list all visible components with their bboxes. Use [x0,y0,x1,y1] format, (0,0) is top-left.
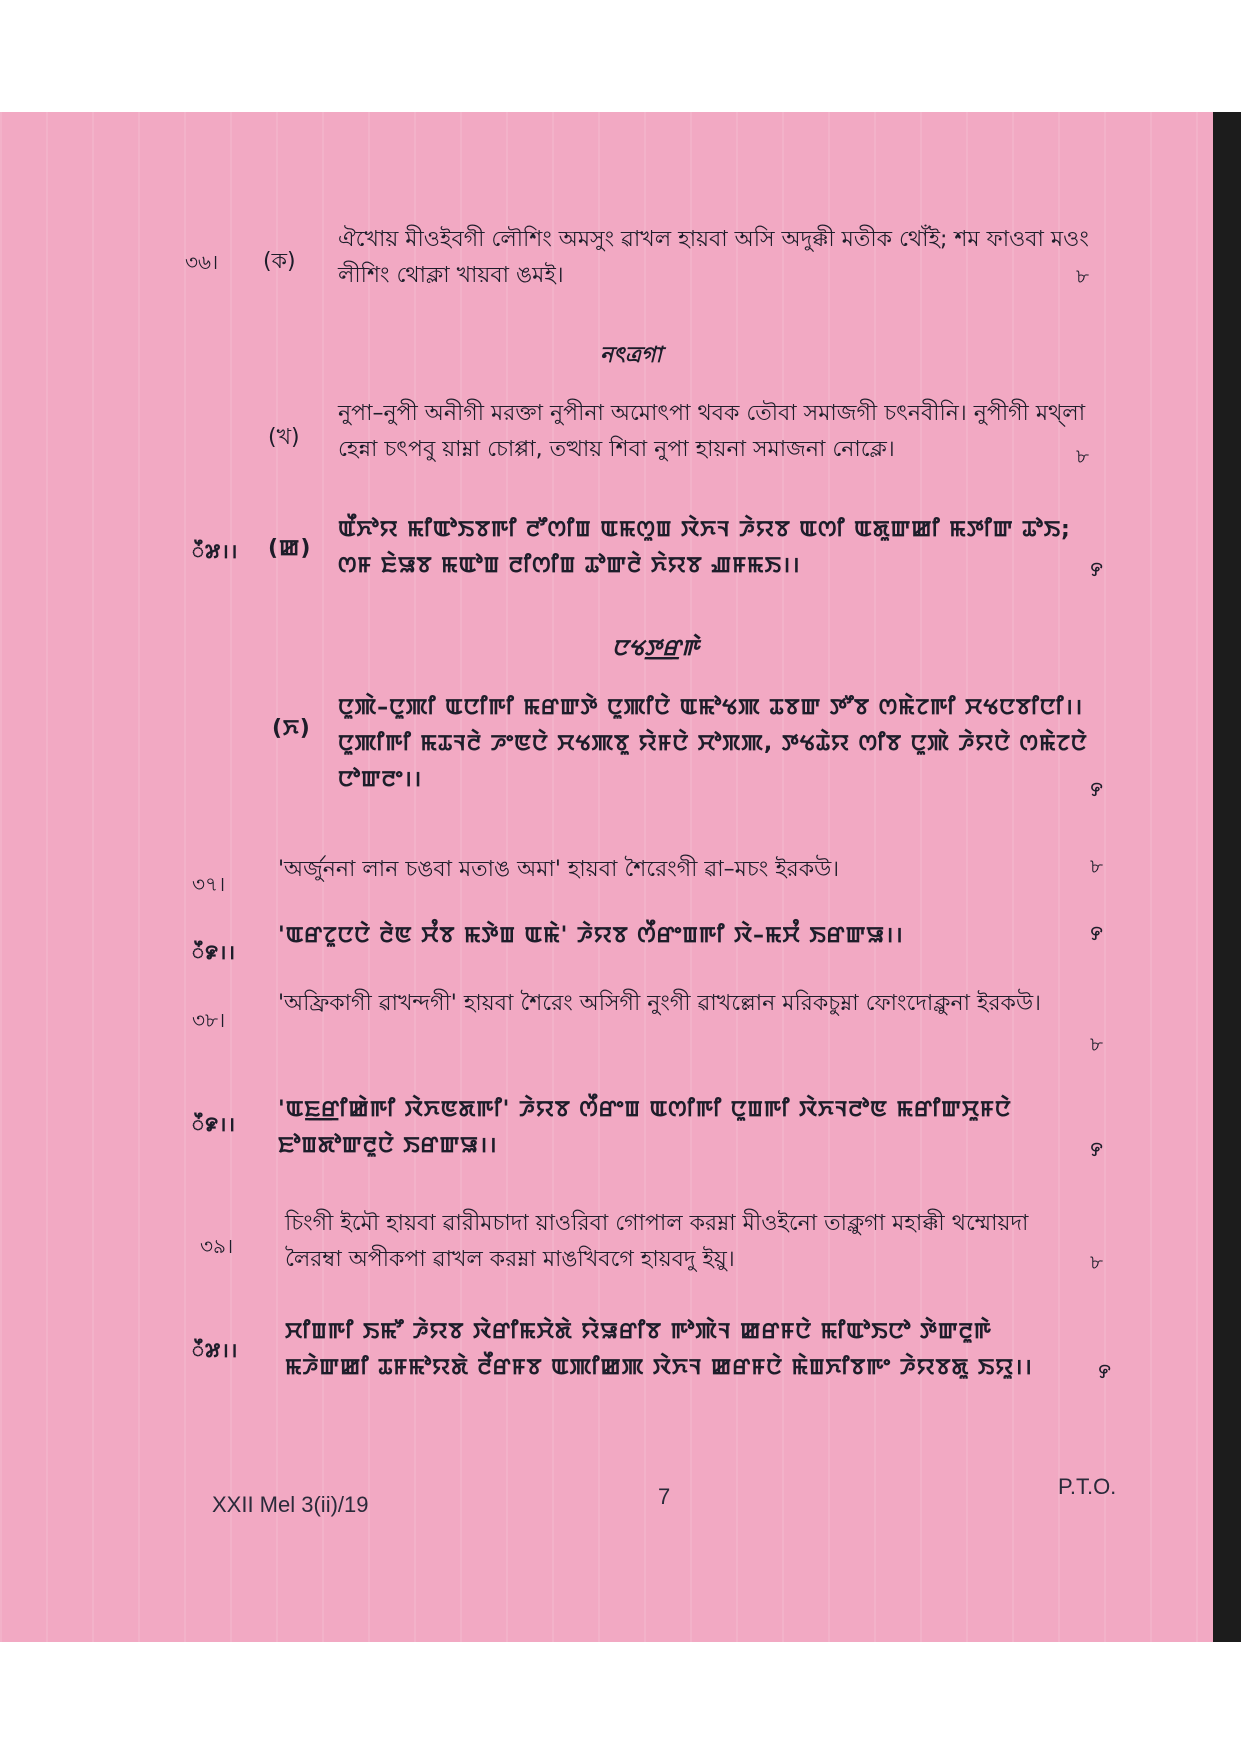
question-number: ꯩ꯹।। [192,940,237,964]
sub-question-label: (ꯀ) [268,536,312,561]
question-text: 'ꯑꯐ꯭ꯔꯤꯀꯥꯒꯤ ꯋꯥꯈꯟꯗꯒꯤ' ꯍꯥꯌꯕ ꯁꯩꯔꯦꯡ ꯑꯁꯤꯒꯤ ꯅꯨꯡꯒꯤ ꯋꯥꯈꯜꯂꯣꯟ ꯃꯔꯤꯛꯆꯨꯝꯅꯥ ꯐꯣꯡꯗꯣꯛꯂꯨꯅꯥ ꯏꯔꯛꯎ।। [278,1097,1012,1158]
question-text: নুপা–নুপী অনীগী মরক্তা নুপীনা অমোৎপা থবক তৌবা সমাজগী চৎনবীনি। নুপীগী মথ্লা হেন্না চৎপবু য়াম্না চোপ্পা, তত্থায় শিবা নুপা হায়না সমাজনা নোক্লে। [338,401,1086,462]
question-number: ৩৭। [192,872,226,896]
marks: ৮ [1076,444,1089,468]
question-text: ꯑꯩꯈꯣꯌ ꯃꯤꯑꯣꯏꯕꯒꯤ ꯂꯧꯁꯤꯡ ꯑꯃꯁꯨꯡ ꯋꯥꯈꯜ ꯍꯥꯌꯕ ꯑꯁꯤ ꯑꯗꯨꯛꯀꯤ ꯃꯇꯤꯛ ꯊꯣꯏ; ꯁꯝ ꯐꯥꯎꯕ ꯃꯑꯣꯡ ꯂꯤꯁꯤꯡ ꯊꯣꯛꯂꯥ ꯈꯥꯌꯕ ꯉꯝꯃꯏ।। [338,517,1071,578]
marks: ꯸ [1098,1359,1111,1383]
question-number: ৩৯। [200,1234,234,1258]
question-text: ꯆꯤꯡꯒꯤ ꯏꯃꯧ ꯍꯥꯌꯕ ꯋꯥꯔꯤꯃꯆꯥꯗꯥ ꯌꯥꯎꯔꯤꯕ ꯒꯣꯄꯥꯜ ꯀꯔꯝꯅꯥ ꯃꯤꯑꯣꯏꯅꯣ ꯇꯥꯛꯂꯨꯒꯥ ꯃꯍꯥꯛꯀꯤ ꯊꯝꯃꯣꯌꯗꯥ ꯂꯩꯔꯝꯕ ꯑꯄꯤꯀꯄ ꯋꯥꯈꯜ ꯀꯔꯝꯅꯥ ꯃꯥꯡꯈꯤꯕꯒꯦ ꯍꯥꯌꯕꯗꯨ ꯏꯌꯨ।। [285,1319,1033,1380]
sub-question-label: (ꯈ) [272,716,311,741]
section-heading: নৎত্রগা [600,343,662,368]
marks: ꯸ [1090,1137,1103,1161]
question-number: ৩৬। [185,250,219,274]
marks: ৮ [1090,1032,1103,1056]
page-number: 7 [658,1484,671,1509]
section-heading: ꯅꯠꯇ꯭ꯔꯒꯥ [612,636,700,661]
question-text: ঐখোয় মীওইবগী লৌশিং অমসুং ৱাখল হায়বা অসি অদুক্কী মতীক থোঁই; শম ফাওবা মওং লীশিং থোক্লা খায়বা ঙমই। [338,227,1089,288]
question-text: 'অর্জুননা লান চঙবা মতাঙ অমা' হায়বা শৈরেংগী ৱা–মচং ইরকউ। [278,857,840,882]
question-number: ৩৮। [192,1008,226,1032]
marks: ꯸ [1090,921,1103,945]
question-number: ꯩ꯷।। [192,1338,239,1362]
question-text: 'অফ্রিকাগী ৱাখন্দগী' হায়বা শৈরেং অসিগী নুংগী ৱাখল্লোন মরিকচুম্না ফোংদোক্লুনা ইরকউ। [278,991,1041,1016]
scan-bottom-margin [0,1642,1241,1754]
marks: ꯸ [1090,557,1103,581]
question-text: চিংগী ইমৌ হায়বা ৱারীমচাদা য়াওরিবা গোপাল করম্না মীওইনো তাক্লুগা মহাক্কী থম্মোয়দা লৈরম্বা অপীকপা ৱাখল করম্না মাঙখিবগে হায়বদু ইয়ু। [285,1211,1029,1272]
marks: ৮ [1090,854,1103,878]
marks: ৮ [1076,264,1089,288]
marks: ꯸ [1090,777,1103,801]
question-number: ꯩ꯷।। [192,539,239,563]
paper-code: XXII Mel 3(ii)/19 [212,1492,369,1517]
marks: ৮ [1090,1250,1103,1274]
sub-question-label: (ক) [263,249,296,274]
scan-edge [1213,112,1241,1642]
question-text: 'ꯑꯔꯖꯨꯅꯅꯥ ꯂꯥꯟ ꯆꯪꯕ ꯃꯇꯥꯡ ꯑꯃꯥ' ꯍꯥꯌꯕ ꯁꯩꯔꯦꯡꯒꯤ ꯋꯥ–ꯃꯆꯪ ꯏꯔꯛꯎ।। [278,923,904,948]
pto-label: P.T.O. [1058,1474,1117,1499]
question-text: ꯅꯨꯄꯥ–ꯅꯨꯄꯤ ꯑꯅꯤꯒꯤ ꯃꯔꯛꯇꯥ ꯅꯨꯄꯤꯅꯥ ꯑꯃꯣꯠꯄ ꯊꯕꯛ ꯇꯧꯕ ꯁꯃꯥꯖꯒꯤ ꯆꯠꯅꯕꯤꯅꯤ।। ꯅꯨꯄꯤꯒꯤ ꯃꯊꯜꯂꯥ ꯍꯦꯟꯅꯥ ꯆꯠꯄꯕꯨ ꯌꯥꯝꯅꯥ ꯆꯣꯞꯄ, ꯇꯠꯊꯥꯌ ꯁꯤꯕ ꯅꯨꯄꯥ ꯍꯥꯌꯅꯥ ꯁꯃꯥꯖꯅꯥ ꯅꯣꯛꯂꯦ।। [338,695,1088,792]
sub-question-label: (খ) [268,425,300,450]
question-number: ꯩ꯹।। [192,1112,237,1136]
